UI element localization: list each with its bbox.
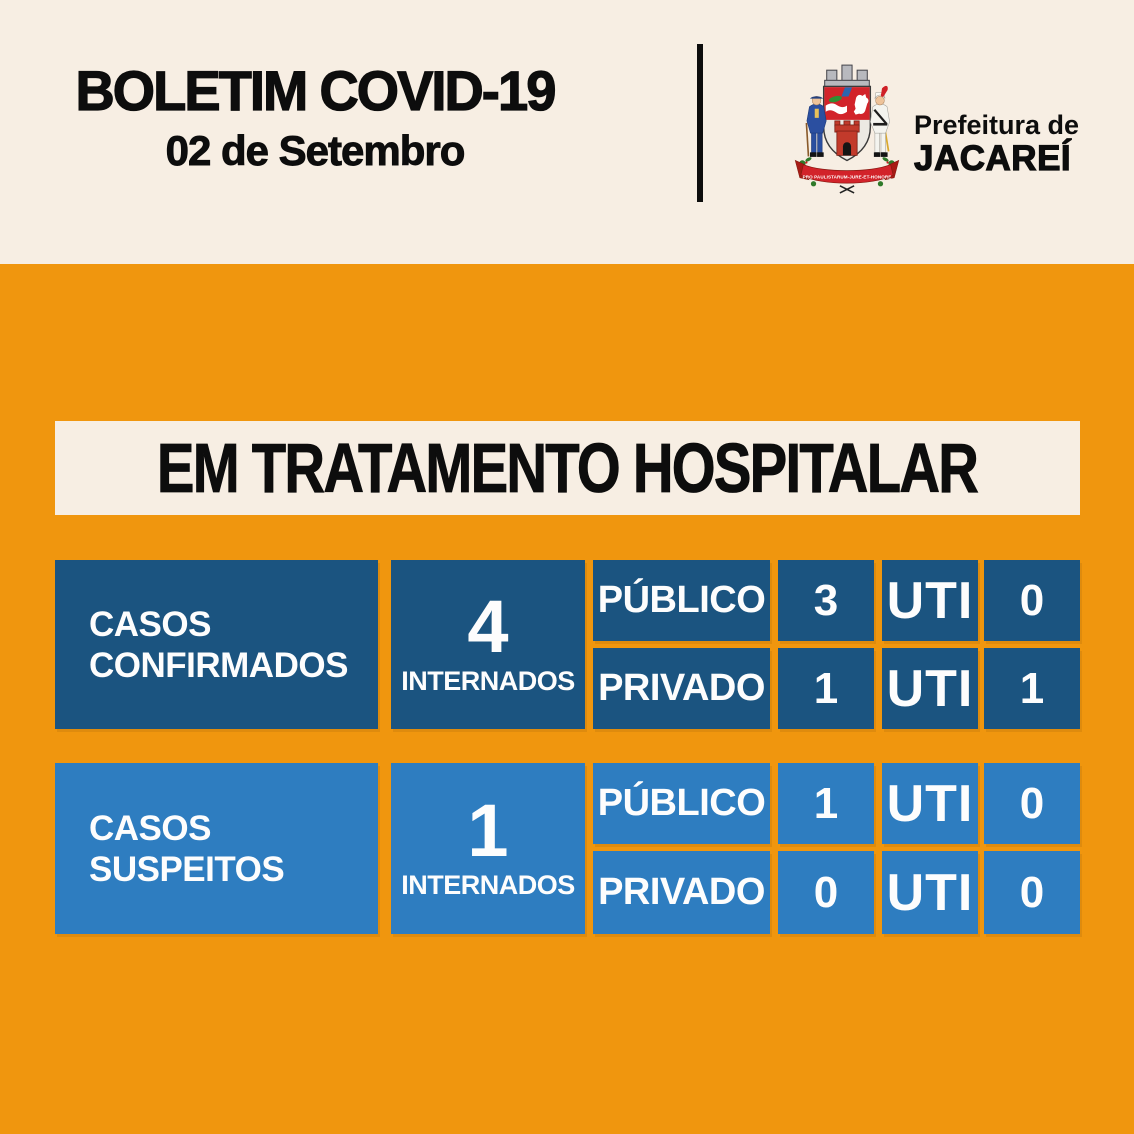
confirmed-privado-label: PRIVADO [598,667,765,709]
header-divider [697,44,703,202]
suspected-internados-count: 1 [467,788,509,872]
suspected-privado-value-box [778,851,874,934]
suspected-publico-value-box [778,763,874,844]
suspected-internados-label: INTERNADOS [401,870,575,901]
confirmed-internados-box [391,560,585,729]
suspected-label-line1: CASOS [89,808,211,848]
org-text [914,110,1079,179]
suspected-publico-uti-value-box [984,763,1080,844]
section-title: EM TRATAMENTO HOSPITALAR [157,429,978,507]
bulletin-date: 02 de Setembro [165,127,465,174]
confirmed-internados-label: INTERNADOS [401,666,575,697]
suspected-privado-label: PRIVADO [598,871,765,913]
confirmed-publico-uti-value: 0 [1019,575,1045,625]
suspected-internados-box [391,763,585,934]
suspected-privado-uti-value-box [984,851,1080,934]
confirmed-privado-uti-value: 1 [1019,663,1045,713]
org-name: JACAREÍ [914,139,1072,178]
confirmed-privado-uti-label: UTI [886,659,974,718]
suspected-privado-uti-value: 0 [1019,867,1045,917]
suspected-publico-uti-label: UTI [886,774,974,833]
confirmed-privado-value-box [778,648,874,729]
org-prefix: Prefeitura de [914,110,1080,140]
bulletin-header [0,0,1134,264]
confirmed-privado-value: 1 [813,663,839,713]
confirmed-privado-label-box [593,648,770,729]
confirmed-label-line2: CONFIRMADOS [89,645,348,685]
confirmed-label-line1: CASOS [89,604,211,644]
city-logo [786,58,1086,206]
confirmed-privado-uti-value-box [984,648,1080,729]
suspected-privado-uti-label-box [882,851,978,934]
suspected-publico-value: 1 [813,778,839,828]
confirmed-publico-uti-label-box [882,560,978,641]
confirmed-publico-uti-label: UTI [886,571,974,630]
confirmed-publico-uti-value-box [984,560,1080,641]
confirmed-publico-value: 3 [813,575,839,625]
suspected-privado-uti-label: UTI [886,863,974,922]
confirmed-publico-value-box [778,560,874,641]
title-block [55,58,575,175]
suspected-publico-label: PÚBLICO [597,782,766,824]
suspected-publico-uti-label-box [882,763,978,844]
suspected-privado-label-box [593,851,770,934]
confirmed-cases-box [55,560,378,729]
suspected-label-line2: SUSPEITOS [89,849,285,889]
section-banner [55,421,1080,515]
confirmed-privado-uti-label-box [882,648,978,729]
suspected-privado-value: 0 [813,867,839,917]
suspected-cases-box [55,763,378,934]
confirmed-internados-count: 4 [467,584,509,668]
suspected-publico-label-box [593,763,770,844]
bulletin-title: BOLETIM COVID-19 [75,59,555,122]
confirmed-publico-label: PÚBLICO [597,579,766,621]
logo-motto: PRO PAULISTARUM-JURE-ET-HONORE [802,174,892,180]
confirmed-publico-label-box [593,560,770,641]
jacarei-coat-of-arms-icon [786,58,908,198]
suspected-publico-uti-value: 0 [1019,778,1045,828]
